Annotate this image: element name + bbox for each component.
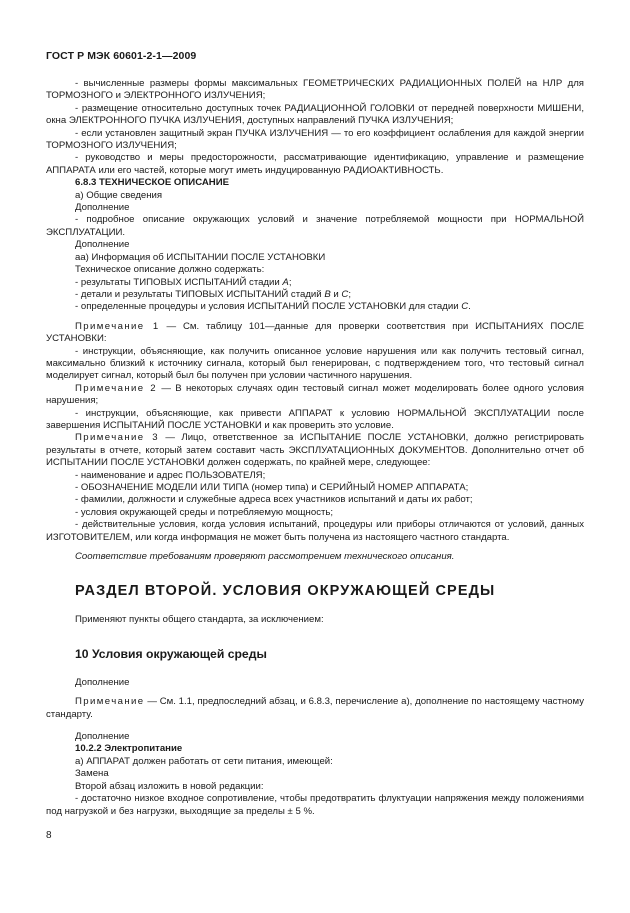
list-item: - размещение относительно доступных точек РАДИАЦИОННОЙ ГОЛОВКИ от передней поверхности МИШЕНИ, окна ЭЛЕКТРОННОГО ПУЧКА ИЗЛУЧЕНИЯ, доступных направлений ПУЧКА ИЗЛУЧЕНИЯ;	[46, 102, 584, 127]
note-label: Примечание 3	[75, 432, 160, 444]
document-body	[46, 78, 584, 818]
note-label: Примечание 1	[75, 320, 160, 332]
compliance-statement: Соответствие требованиям проверяют рассмотрением технического описания.	[75, 551, 455, 563]
page-number: 8	[46, 830, 52, 841]
list-item	[46, 301, 584, 313]
paragraph: Замена	[75, 768, 109, 780]
list-item: - инструкции, объясняющие, как получить описанное условие нарушения или как получить тестовый сигнал, максимально близкий к источнику сигнала, который был генерирован, с подтверждением того, что тестовый сигнал моделирует сигнал, который был бы получен при условии частичного нарушения.	[46, 345, 584, 382]
paragraph: аа) Информация об ИСПЫТАНИИ ПОСЛЕ УСТАНОВКИ	[75, 251, 326, 263]
text-run: - детали и результаты ТИПОВЫХ ИСПЫТАНИЙ стадий	[75, 288, 325, 300]
stage-label: А	[282, 276, 289, 288]
note-1	[46, 321, 584, 346]
list-item: - фамилии, должности и служебные адреса всех участников испытаний и даты их работ;	[75, 494, 473, 506]
list-item: - руководство и меры предосторожности, рассматривающие идентификацию, управление и размещение АППАРАТА или его частей, которые могут иметь индуцированную РАДИОАКТИВНОСТЬ.	[46, 152, 584, 176]
note-text: — Лицо, ответственное за ИСПЫТАНИЕ ПОСЛЕ УСТАНОВКИ, должно регистрировать результаты в отчете, который затем составит часть ЭКСПЛУАТАЦИОННЫХ ДОКУМЕНТОВ. Дополнительно отчет об ИСПЫТАНИИ ПОСЛЕ УСТАНОВКИ должен содержать, по крайней мере, следующее:	[46, 432, 584, 469]
list-item: - условия окружающей среды и потребляемую мощность;	[75, 506, 334, 518]
paragraph: Техническое описание должно содержать:	[75, 264, 265, 276]
stage-label: В	[324, 288, 331, 300]
text-run: .	[468, 301, 471, 313]
list-item	[46, 289, 584, 301]
paragraph: а) АППАРАТ должен работать от сети питания, имеющей:	[75, 755, 333, 767]
paragraph: Дополнение	[75, 239, 130, 251]
note-text: — В некоторых случаях один тестовый сигнал может моделировать более одного условия нарушения;	[46, 382, 584, 407]
subclause-heading-10-2-2: 10.2.2 Электропитание	[75, 743, 183, 755]
note-text: — См. 1.1, предпоследний абзац, и 6.8.3, перечисление а), дополнение по настоящему частному стандарту.	[46, 696, 584, 720]
list-item: - наименование и адрес ПОЛЬЗОВАТЕЛЯ;	[75, 469, 266, 481]
stage-label: С	[461, 301, 469, 313]
paragraph: Дополнение	[75, 731, 130, 743]
paragraph: Применяют пункты общего стандарта, за исключением:	[75, 614, 324, 626]
text-run: и	[330, 288, 342, 300]
list-item: - подробное описание окружающих условий и значение потребляемой мощности при НОРМАЛЬНОЙ ЭКСПЛУАТАЦИИ.	[46, 214, 584, 238]
text-run: ;	[288, 276, 292, 288]
paragraph: а) Общие сведения	[75, 189, 163, 201]
paragraph: Дополнение	[75, 676, 130, 688]
list-item: - инструкции, объясняющие, как привести АППАРАТ к условию НОРМАЛЬНОЙ ЭКСПЛУАТАЦИИ после завершения ИСПЫТАНИЙ ПОСЛЕ УСТАНОВКИ и как проверить это условие.	[46, 407, 584, 431]
list-item: - действительные условия, когда условия испытаний, процедуры или приборы отличаются от условий, данных ИЗГОТОВИТЕЛЕМ, или когда информация не может быть получена из настоящего частного стандарта.	[46, 519, 584, 543]
text-run: - результаты ТИПОВЫХ ИСПЫТАНИЙ стадии	[75, 276, 283, 288]
list-item: - если установлен защитный экран ПУЧКА ИЗЛУЧЕНИЯ — то его коэффициент ослабления для каждой энергии ТОРМОЗНОГО ИЗЛУЧЕНИЯ;	[46, 127, 584, 152]
list-item: - ОБОЗНАЧЕНИЕ МОДЕЛИ ИЛИ ТИПА (номер типа) и СЕРИЙНЫЙ НОМЕР АППАРАТА;	[75, 482, 469, 493]
paragraph: Дополнение	[75, 202, 130, 214]
note-2	[46, 383, 584, 408]
note-label: Примечание	[75, 696, 145, 708]
paragraph: Второй абзац изложить в новой редакции:	[75, 780, 264, 792]
document-header: ГОСТ Р МЭК 60601-2-1—2009	[46, 50, 197, 62]
note-text: — См. таблицу 101—данные для проверки соответствия при ИСПЫТАНИЯХ ПОСЛЕ УСТАНОВКИ:	[46, 320, 584, 345]
text-run: - определенные процедуры и условия ИСПЫТАНИЙ ПОСЛЕ УСТАНОВКИ для стадии	[75, 301, 462, 313]
note-4	[46, 696, 584, 721]
stage-label: С	[341, 288, 349, 300]
list-item: - вычисленные размеры формы максимальных ГЕОМЕТРИЧЕСКИХ РАДИАЦИОННЫХ ПОЛЕЙ на НЛР для ТОРМОЗНОГО и ЭЛЕКТРОННОГО ИЗЛУЧЕНИЯ;	[46, 78, 584, 102]
note-3	[46, 432, 584, 469]
text-run: ;	[348, 288, 352, 300]
section-title: РАЗДЕЛ ВТОРОЙ. УСЛОВИЯ ОКРУЖАЮЩЕЙ СРЕДЫ	[75, 583, 496, 600]
list-item	[46, 277, 584, 289]
list-item: - достаточно низкое входное сопротивление, чтобы предотвратить флуктуации напряжения между положениями под нагрузкой и без нагрузки, выходящие за пределы ± 5 %.	[46, 793, 584, 817]
subsection-heading-6-8-3: 6.8.3 ТЕХНИЧЕСКОЕ ОПИСАНИЕ	[75, 177, 230, 189]
note-label: Примечание 2	[75, 382, 157, 394]
clause-heading-10: 10 Условия окружающей среды	[75, 646, 267, 661]
